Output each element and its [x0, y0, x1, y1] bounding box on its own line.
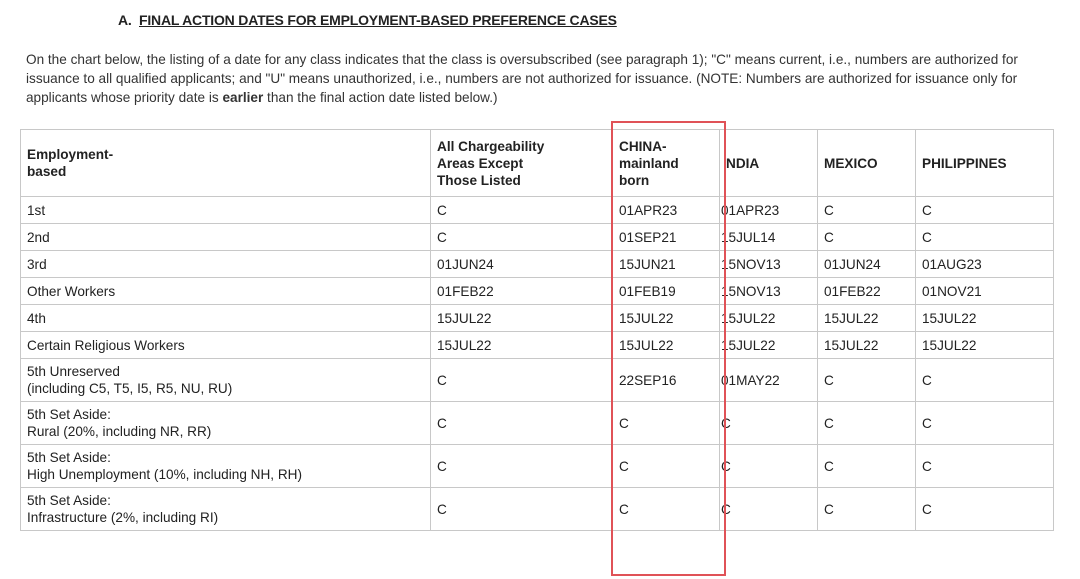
cell-china: 22SEP16 [613, 359, 720, 402]
cell-mexico: C [818, 488, 916, 531]
section-heading [118, 12, 617, 28]
cell-mexico: 15JUL22 [818, 305, 916, 332]
cell-mexico: 15JUL22 [818, 332, 916, 359]
table-header-row [21, 130, 1054, 197]
table-row [21, 224, 1054, 251]
cell-philippines: C [916, 488, 1054, 531]
cell-philippines: 01NOV21 [916, 278, 1054, 305]
intro-paragraph [26, 50, 1056, 107]
cell-china: 01APR23 [613, 197, 720, 224]
row-category-label: 5th Set Aside: Rural (20%, including NR, RR) [21, 402, 431, 445]
cell-mexico: C [818, 402, 916, 445]
header-india: NDIA [720, 130, 818, 197]
cell-mexico: C [818, 359, 916, 402]
cell-china: C [613, 488, 720, 531]
header-mexico: MEXICO [818, 130, 916, 197]
table-row [21, 332, 1054, 359]
cell-india: C [720, 402, 818, 445]
cell-mexico: 01FEB22 [818, 278, 916, 305]
cell-china: 15JUL22 [613, 305, 720, 332]
cell-all: C [431, 445, 613, 488]
cell-india: 15NOV13 [720, 278, 818, 305]
cell-philippines: 15JUL22 [916, 305, 1054, 332]
cell-philippines: 01AUG23 [916, 251, 1054, 278]
row-category-label: Other Workers [21, 278, 431, 305]
intro-text-part1: On the chart below, the listing of a date for any class indicates that the class is oversubscribed (see paragraph 1); "C" means current, i.e., numbers are authorized for issuance to all qualified applicants; and "U" means unauthorized, i.e., numbers are not authorized for issuance. (NOTE: Numbers are authorized for issuance only for applicants whose priority date is [26, 52, 1018, 105]
table-row [21, 445, 1054, 488]
table-row [21, 305, 1054, 332]
cell-all: 15JUL22 [431, 305, 613, 332]
cell-mexico: 01JUN24 [818, 251, 916, 278]
cell-india: 01MAY22 [720, 359, 818, 402]
header-philippines: PHILIPPINES [916, 130, 1054, 197]
table-row [21, 197, 1054, 224]
cell-india: C [720, 488, 818, 531]
cell-china: 15JUN21 [613, 251, 720, 278]
header-employment-based: Employment- based [21, 130, 431, 197]
cell-india: 15NOV13 [720, 251, 818, 278]
table-row [21, 251, 1054, 278]
cell-mexico: C [818, 197, 916, 224]
cell-philippines: C [916, 224, 1054, 251]
cell-philippines: 15JUL22 [916, 332, 1054, 359]
header-china: CHINA- mainland born [613, 130, 720, 197]
cell-all: 01FEB22 [431, 278, 613, 305]
section-title: FINAL ACTION DATES FOR EMPLOYMENT-BASED PREFERENCE CASES [139, 12, 617, 28]
cell-india: 01APR23 [720, 197, 818, 224]
intro-text-part2: than the final action date listed below.) [263, 90, 498, 105]
cell-all: 15JUL22 [431, 332, 613, 359]
final-action-dates-table [20, 129, 1054, 531]
row-category-label: 1st [21, 197, 431, 224]
cell-philippines: C [916, 445, 1054, 488]
section-letter: A. [118, 12, 132, 28]
cell-all: C [431, 197, 613, 224]
row-category-label: 3rd [21, 251, 431, 278]
cell-philippines: C [916, 402, 1054, 445]
cell-all: C [431, 359, 613, 402]
intro-bold-earlier: earlier [222, 90, 264, 105]
cell-china: 01FEB19 [613, 278, 720, 305]
cell-all: C [431, 402, 613, 445]
row-category-label: 4th [21, 305, 431, 332]
cell-china: 01SEP21 [613, 224, 720, 251]
cell-india: 15JUL22 [720, 332, 818, 359]
cell-all: C [431, 488, 613, 531]
table-row [21, 359, 1054, 402]
table-row [21, 402, 1054, 445]
cell-china: C [613, 402, 720, 445]
cell-india: 15JUL14 [720, 224, 818, 251]
row-category-label: 5th Unreserved (including C5, T5, I5, R5, NU, RU) [21, 359, 431, 402]
cell-mexico: C [818, 224, 916, 251]
cell-philippines: C [916, 197, 1054, 224]
cell-china: 15JUL22 [613, 332, 720, 359]
header-all-chargeability: All Chargeability Areas Except Those Listed [431, 130, 613, 197]
cell-india: C [720, 445, 818, 488]
cell-china: C [613, 445, 720, 488]
cell-all: C [431, 224, 613, 251]
cell-all: 01JUN24 [431, 251, 613, 278]
cell-india: 15JUL22 [720, 305, 818, 332]
row-category-label: 2nd [21, 224, 431, 251]
cell-philippines: C [916, 359, 1054, 402]
row-category-label: 5th Set Aside: High Unemployment (10%, including NH, RH) [21, 445, 431, 488]
cell-mexico: C [818, 445, 916, 488]
row-category-label: 5th Set Aside: Infrastructure (2%, including RI) [21, 488, 431, 531]
row-category-label: Certain Religious Workers [21, 332, 431, 359]
table-row [21, 488, 1054, 531]
table-row [21, 278, 1054, 305]
